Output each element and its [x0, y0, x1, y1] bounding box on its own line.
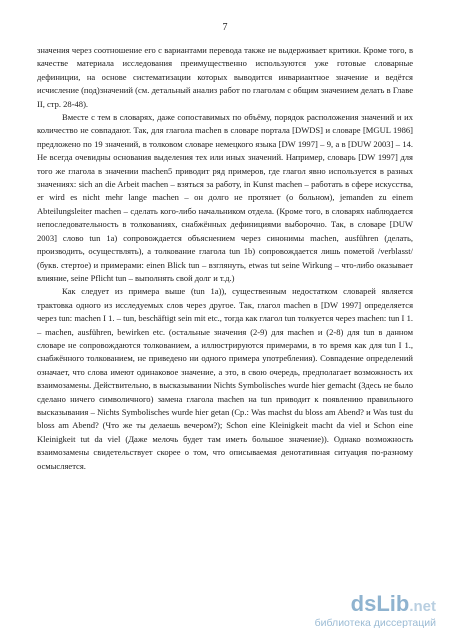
paragraph-3: Как следует из примера выше (tun 1a)), существенным недостатком словарей является трактовка одного из исследуемых слов через другое. Так, глагол machen в [DW 1997] определяется через tun: machen I 1. – tun, beschäftigt sein mit etc., тогда как глагол tun толкуется через machen: tun I 1. – machen, ausführen, bewirken etc. (остальные значения (2-9) для machen и (2-8) для tun в данном словаре не сопровождаются толкованием, а иллюстрируются примерами, в то время как для tun I 1., снабжённого толкованием, не приведено ни одного примера употребления). Совпадение определений означает, что слова имеют одинаковое значение, а это, в свою очередь, предполагает возможность их взаимозамены. Действительно, в высказывании Nichts Symbolisches wurde hier gemacht (Здесь не было сделано ничего символичного) замена глагола machen на tun приводит к появлению правильного высказывания – Nichts Symbolisches wurde hier getan (Ср.: Was machst du bloss am Abend? и Was tust du bloss am Abend? (Что же ты делаешь вечером?); Schon eine Kleinigkeit macht da viel и Schon eine Kleinigkeit tut da viel (Даже мелочь будет там иметь большое значение)). Однако возможность взаимозамены свидетельствует скорее о том, что описываемая денотативная ситуация по-разному осмысляется.	[37, 286, 413, 471]
page-number: 7	[222, 22, 228, 33]
paragraph-1: значения через соотношение его с вариантами перевода также не выдерживает критики. Кроме того, в качестве материала исследования преимущественно используются уже готовые словарные дефиниции, на основе систематизации которых выводится инвариантное значение и ведётся исчисление (под)значений (см. детальный анализ работ по глаголам с общим значением делать в Главе II, стр. 28-48).	[37, 45, 413, 109]
document-body	[37, 44, 413, 473]
watermark-logo: dsLib.net	[350, 591, 436, 616]
watermark-subtitle: библиотека диссертаций	[314, 617, 436, 629]
dslib-watermark	[286, 591, 436, 629]
paragraph-2: Вместе с тем в словарях, даже сопоставимых по объёму, порядок расположения значений и их количество не совпадают. Так, для глагола machen в словаре портала [DWDS] и словаре [MGUL 1986] предложено по 19 значений, в толковом словаре немецкого языка [DW 1997] – 9, а в [DUW 2003] – 14. Не всегда очевидны основания выделения тех или иных значений. Например, словарь [DW 1997] для того же глагола в значении machen5 приводит ряд примеров, где глагол явно используется в разных значениях: sich an die Arbeit machen – взяться за работу, in Kunst machen – работать в сфере искусства, er wird es nicht mehr lange machen – он долго не протянет (о больном), jemanden zu einem Abteilungsleiter machen – сделать кого-либо начальником отдела. (Кроме того, в словарях наблюдается непоследовательность в толкованиях, снабжённых дефинициями выборочно. Так, в словаре [DUW 2003] слово tun 1a) сопровождается объяснением через синонимы machen, ausführen (делать, производить, осуществлять), а толкование глагола tun 1b) сопровождается лишь пометой /verblasst/ (букв. стертое) и примерами: einen Blick tun – взглянуть, etwas tut seine Wirkung – что-либо оказывает влияние, seine Pflicht tun – выполнять свой долг и т.д.)	[37, 112, 413, 283]
